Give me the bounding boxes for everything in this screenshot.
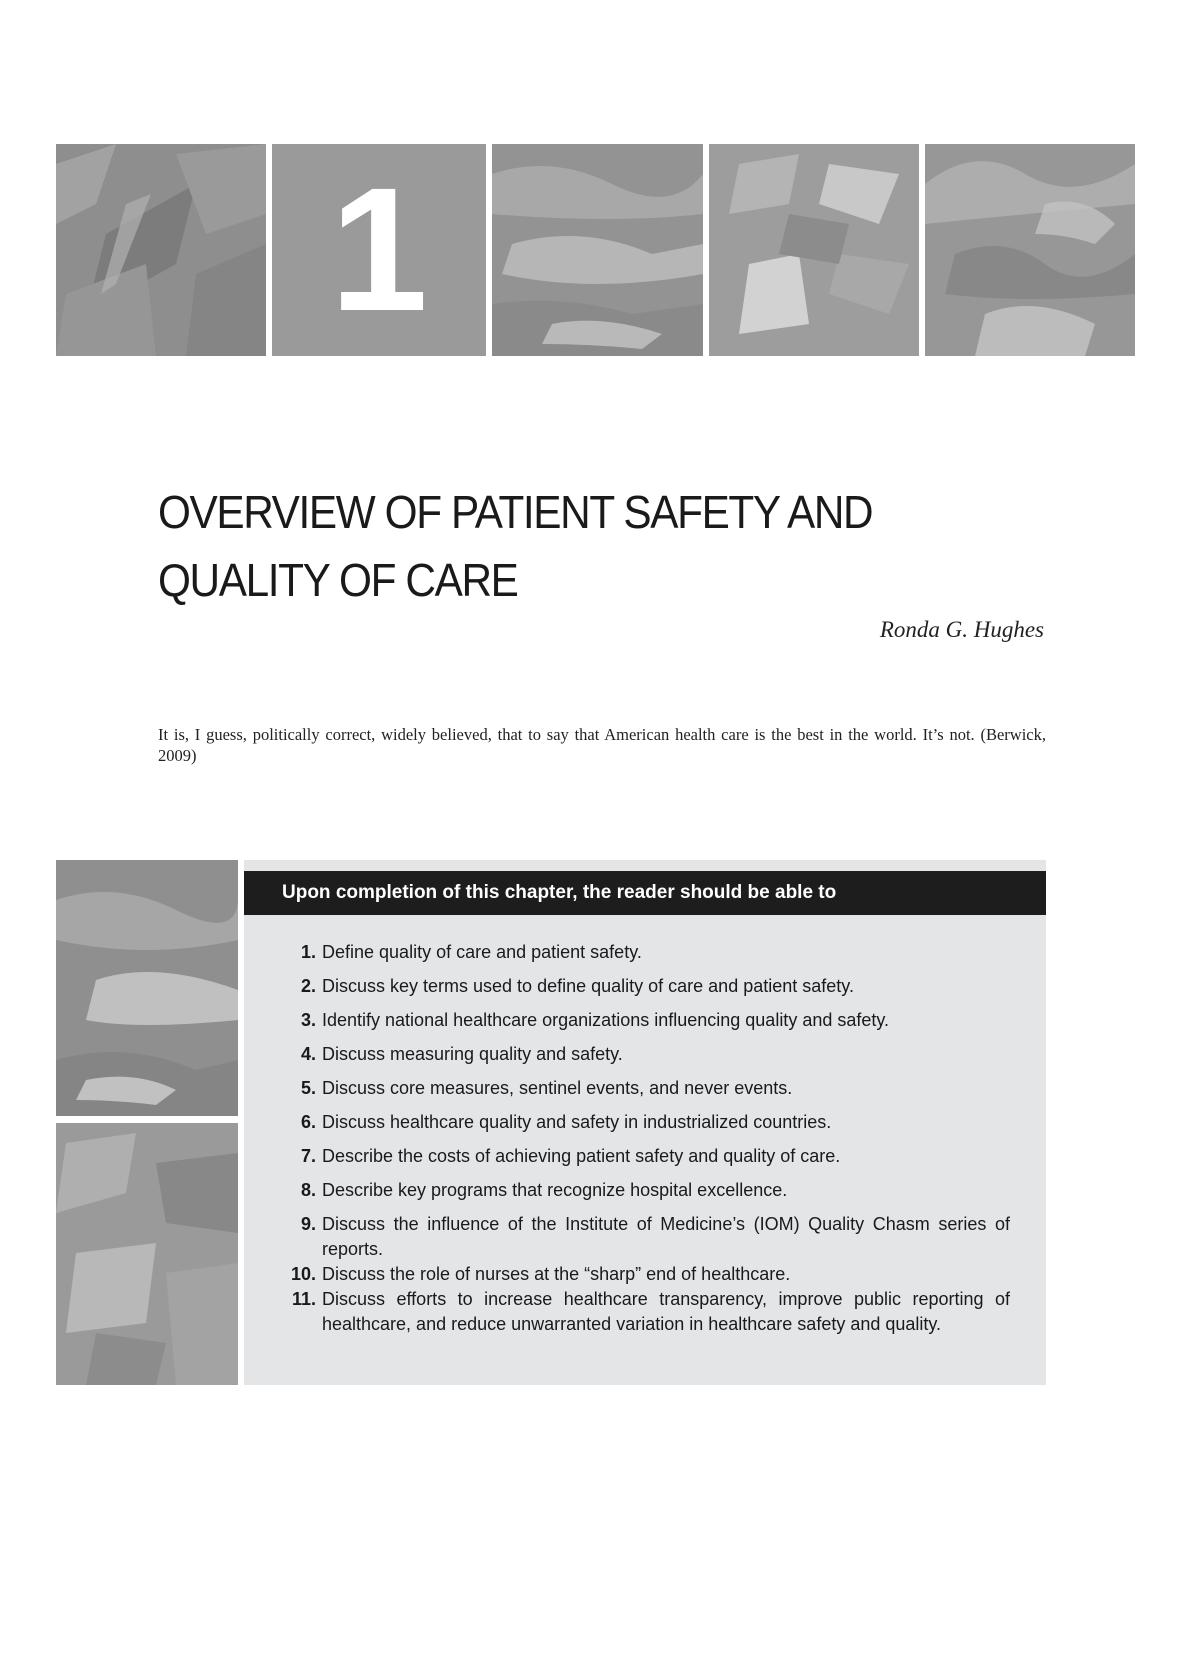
epigraph-quote: It is, I guess, politically correct, widely believed, that to say that American health care is the best in the world. It’s not. (Berwick, 2009) bbox=[158, 725, 1046, 765]
objective-item bbox=[284, 1008, 1010, 1033]
objective-item bbox=[284, 1212, 1010, 1262]
chapter-title-line1: OVERVIEW OF PATIENT SAFETY AND bbox=[158, 486, 873, 538]
side-texture-image-2 bbox=[56, 1123, 238, 1385]
objective-text: Discuss measuring quality and safety. bbox=[322, 1044, 623, 1064]
objective-item bbox=[284, 1110, 1010, 1135]
objective-text: Describe key programs that recognize hospital excellence. bbox=[322, 1180, 788, 1200]
objective-item bbox=[284, 1076, 1010, 1101]
objective-number: 3. bbox=[300, 1010, 316, 1030]
objective-item bbox=[284, 1144, 1010, 1169]
objective-number: 1. bbox=[300, 942, 316, 962]
objective-text: Discuss core measures, sentinel events, and never events. bbox=[322, 1078, 793, 1098]
chapter-title bbox=[158, 478, 986, 614]
objectives-header: Upon completion of this chapter, the reader should be able to bbox=[244, 871, 1046, 915]
objective-item bbox=[284, 974, 1010, 999]
objective-item bbox=[284, 1178, 1010, 1203]
chapter-number: 1 bbox=[330, 152, 428, 348]
objective-text: Describe the costs of achieving patient safety and quality of care. bbox=[322, 1146, 841, 1166]
objective-text: Identify national healthcare organizations influencing quality and safety. bbox=[322, 1010, 890, 1030]
objective-number: 10. bbox=[290, 1264, 316, 1284]
objective-number: 5. bbox=[300, 1078, 316, 1098]
objective-text: Discuss the influence of the Institute of Medicine’s (IOM) Quality Chasm series of reports. bbox=[322, 1214, 1010, 1259]
objective-number: 4. bbox=[300, 1044, 316, 1064]
author-name: Ronda G. Hughes bbox=[879, 617, 1044, 642]
header-texture-image-2 bbox=[492, 144, 703, 356]
objective-item bbox=[284, 1262, 1010, 1287]
chapter-number-tile bbox=[272, 144, 486, 356]
header-texture-image-1 bbox=[56, 144, 266, 356]
side-texture-image-1 bbox=[56, 860, 238, 1116]
objective-item bbox=[284, 940, 1010, 965]
objectives-list bbox=[284, 940, 1010, 1337]
objective-text: Discuss key terms used to define quality of care and patient safety. bbox=[322, 976, 854, 996]
header-texture-image-3 bbox=[709, 144, 919, 356]
header-texture-image-4 bbox=[925, 144, 1135, 356]
objective-text: Discuss the role of nurses at the “sharp” end of healthcare. bbox=[322, 1264, 791, 1284]
objective-text: Discuss efforts to increase healthcare transparency, improve public reporting of healthcare, and reduce unwarranted variation in healthcare safety and quality. bbox=[322, 1289, 1010, 1334]
objective-item bbox=[284, 1042, 1010, 1067]
objective-item bbox=[284, 1287, 1010, 1337]
learning-objectives-box bbox=[244, 860, 1046, 1385]
objective-text: Define quality of care and patient safety. bbox=[322, 942, 642, 962]
objective-text: Discuss healthcare quality and safety in industrialized countries. bbox=[322, 1112, 832, 1132]
objective-number: 2. bbox=[300, 976, 316, 996]
objective-number: 11. bbox=[291, 1289, 316, 1309]
objective-number: 9. bbox=[300, 1214, 316, 1234]
chapter-title-line2: QUALITY OF CARE bbox=[158, 554, 518, 606]
objective-number: 8. bbox=[300, 1180, 316, 1200]
objective-number: 6. bbox=[300, 1112, 316, 1132]
objective-number: 7. bbox=[300, 1146, 316, 1166]
